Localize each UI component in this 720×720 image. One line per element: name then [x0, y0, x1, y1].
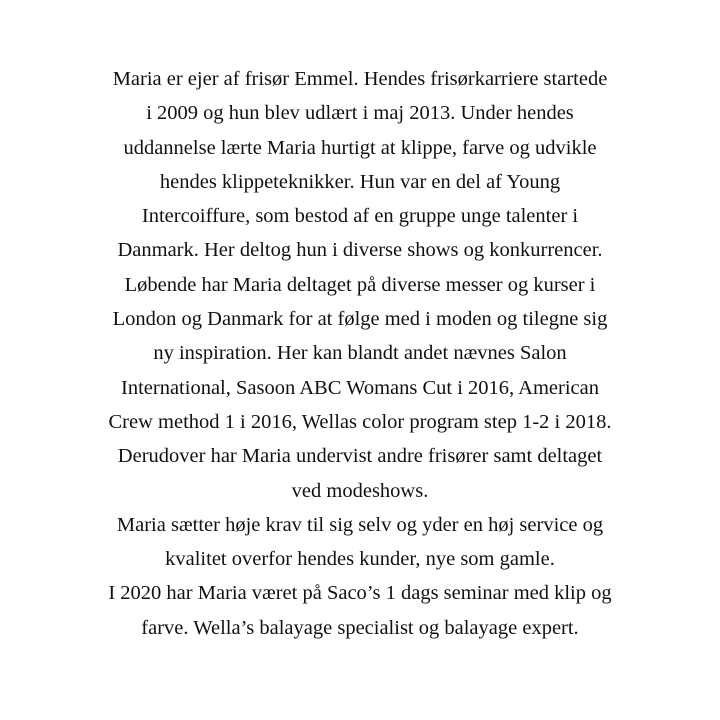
bio-line: Løbende har Maria deltaget på diverse messer og kurser i [124, 273, 596, 296]
bio-line: farve. Wella’s balayage specialist og balayage expert. [141, 616, 579, 639]
bio-line: hendes klippeteknikker. Hun var en del af Young [159, 170, 561, 193]
bio-line: London og Danmark for at følge med i moden og tilegne sig [112, 308, 608, 331]
bio-line: Maria sætter høje krav til sig selv og yder en høj service og [116, 513, 604, 536]
bio-text-block [60, 62, 660, 645]
bio-line: Crew method 1 i 2016, Wellas color program step 1-2 i 2018. [108, 410, 612, 433]
bio-line: i 2009 og hun blev udlært i maj 2013. Under hendes [146, 102, 574, 125]
bio-line: ved modeshows. [291, 479, 429, 502]
bio-line: Danmark. Her deltog hun i diverse shows og konkurrencer. [117, 239, 603, 262]
bio-line: ny inspiration. Her kan blandt andet nævnes Salon [153, 342, 567, 365]
bio-line: Intercoiffure, som bestod af en gruppe unge talenter i [141, 205, 579, 228]
bio-line: uddannelse lærte Maria hurtigt at klippe, farve og udvikle [123, 136, 597, 159]
bio-line: Derudover har Maria undervist andre frisører samt deltaget [117, 445, 603, 468]
bio-line: Maria er ejer af frisør Emmel. Hendes frisørkarriere startede [112, 68, 608, 90]
bio-line: kvalitet overfor hendes kunder, nye som gamle. [165, 548, 555, 571]
bio-line: I 2020 har Maria været på Saco’s 1 dags seminar med klip og [108, 582, 612, 605]
bio-line: International, Sasoon ABC Womans Cut i 2016, American [121, 376, 599, 399]
